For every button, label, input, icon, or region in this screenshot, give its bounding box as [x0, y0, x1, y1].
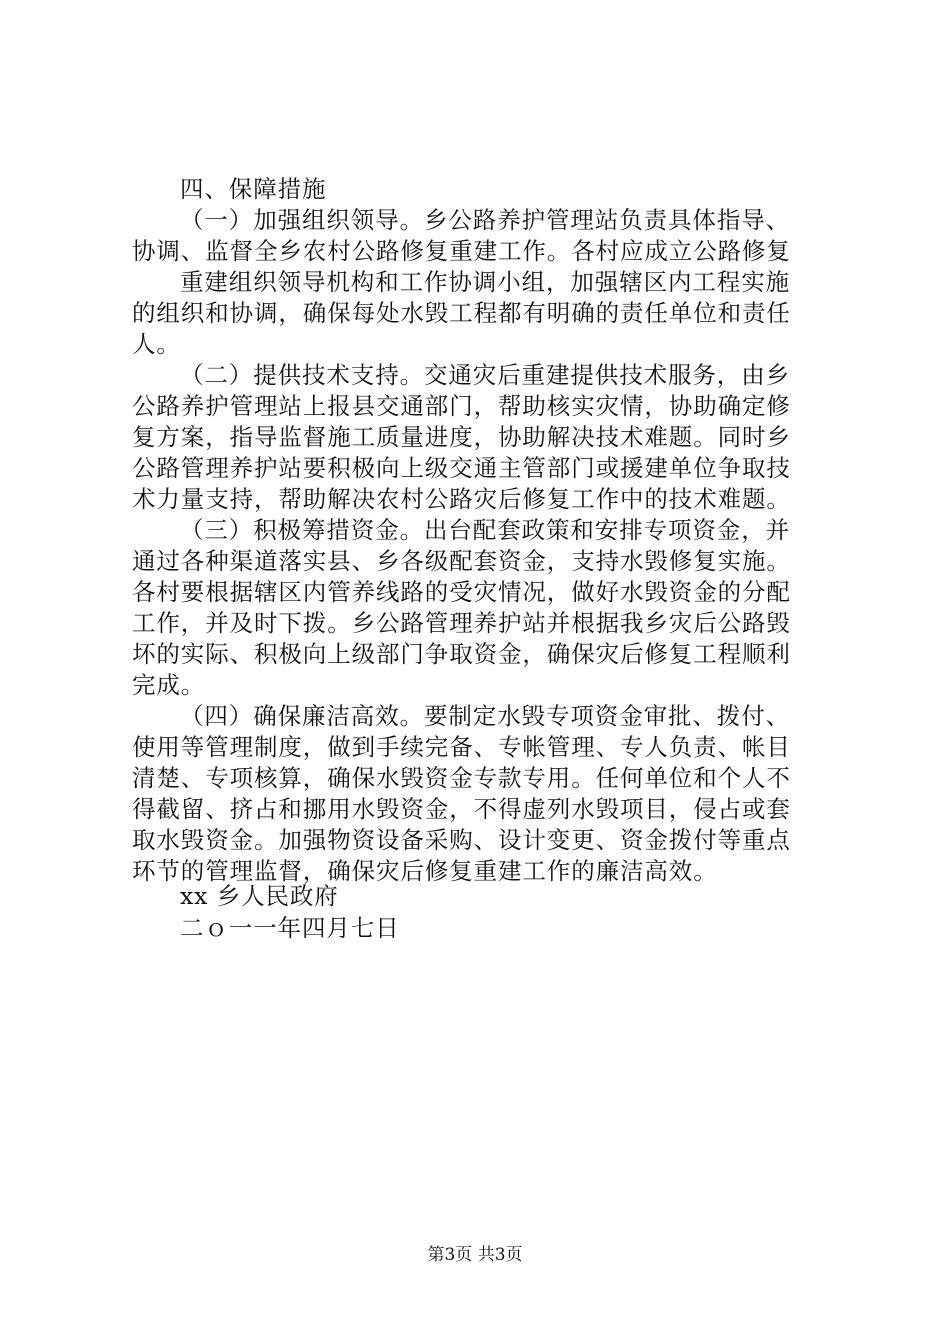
- paragraph-3-line-4: 工作，并及时下拨。乡公路管理养护站并根据我乡灾后公路毁: [132, 609, 791, 637]
- paragraph-3-line-3: 各村要根据辖区内管养线路的受灾情况，做好水毁资金的分配: [132, 578, 791, 606]
- paragraph-2-line-2: 公路养护管理站上报县交通部门，帮助核实灾情，协助确定修: [132, 392, 791, 420]
- paragraph-1-line-1: （一）加强组织领导。乡公路养护管理站负责具体指导、: [180, 206, 790, 234]
- paragraph-4-line-4: 得截留、挤占和挪用水毁资金，不得虚列水毁项目，侵占或套: [132, 795, 791, 823]
- paragraph-3-line-2: 通过各种渠道落实县、乡各级配套资金，支持水毁修复实施。: [132, 547, 791, 575]
- paragraph-1-line-4: 的组织和协调，确保每处水毁工程都有明确的责任单位和责任: [132, 299, 791, 327]
- paragraph-4-line-1: （四）确保廉洁高效。要制定水毁专项资金审批、拨付、: [180, 702, 790, 730]
- paragraph-3-line-5: 坏的实际、积极向上级部门争取资金，确保灾后修复工程顺利: [132, 640, 791, 668]
- paragraph-2-line-4: 公路管理养护站要积极向上级交通主管部门或援建单位争取技: [132, 454, 791, 482]
- paragraph-4-line-2: 使用等管理制度，做到手续完备、专帐管理、专人负责、帐目: [132, 733, 791, 761]
- paragraph-3-line-1: （三）积极筹措资金。出台配套政策和安排专项资金，并: [180, 516, 790, 544]
- paragraph-4-line-3: 清楚、专项核算，确保水毁资金专款专用。任何单位和个人不: [132, 764, 791, 792]
- signature-date: 二ｏ一一年四月七日: [180, 914, 400, 942]
- paragraph-1-line-5: 人。: [132, 330, 181, 358]
- paragraph-2-line-5: 术力量支持，帮助解决农村公路灾后修复工作中的技术难题。: [132, 485, 791, 513]
- paragraph-2-line-3: 复方案，指导监督施工质量进度，协助解决技术难题。同时乡: [132, 423, 791, 451]
- paragraph-1-line-2: 协调、监督全乡农村公路修复重建工作。各村应成立公路修复: [132, 237, 791, 265]
- paragraph-3-line-6: 完成。: [132, 671, 206, 699]
- paragraph-4-line-5: 取水毁资金。加强物资设备采购、设计变更、资金拨付等重点: [132, 826, 791, 854]
- signature-organization: xx 乡人民政府: [180, 882, 339, 910]
- section-heading: 四、保障措施: [180, 175, 327, 203]
- paragraph-1-line-3: 重建组织领导机构和工作协调小组，加强辖区内工程实施: [180, 268, 790, 296]
- paragraph-4-line-6: 环节的管理监督，确保灾后修复重建工作的廉洁高效。: [132, 857, 718, 885]
- paragraph-2-line-1: （二）提供技术支持。交通灾后重建提供技术服务，由乡: [180, 361, 790, 389]
- page-number-footer: 第3页 共3页: [427, 1245, 523, 1265]
